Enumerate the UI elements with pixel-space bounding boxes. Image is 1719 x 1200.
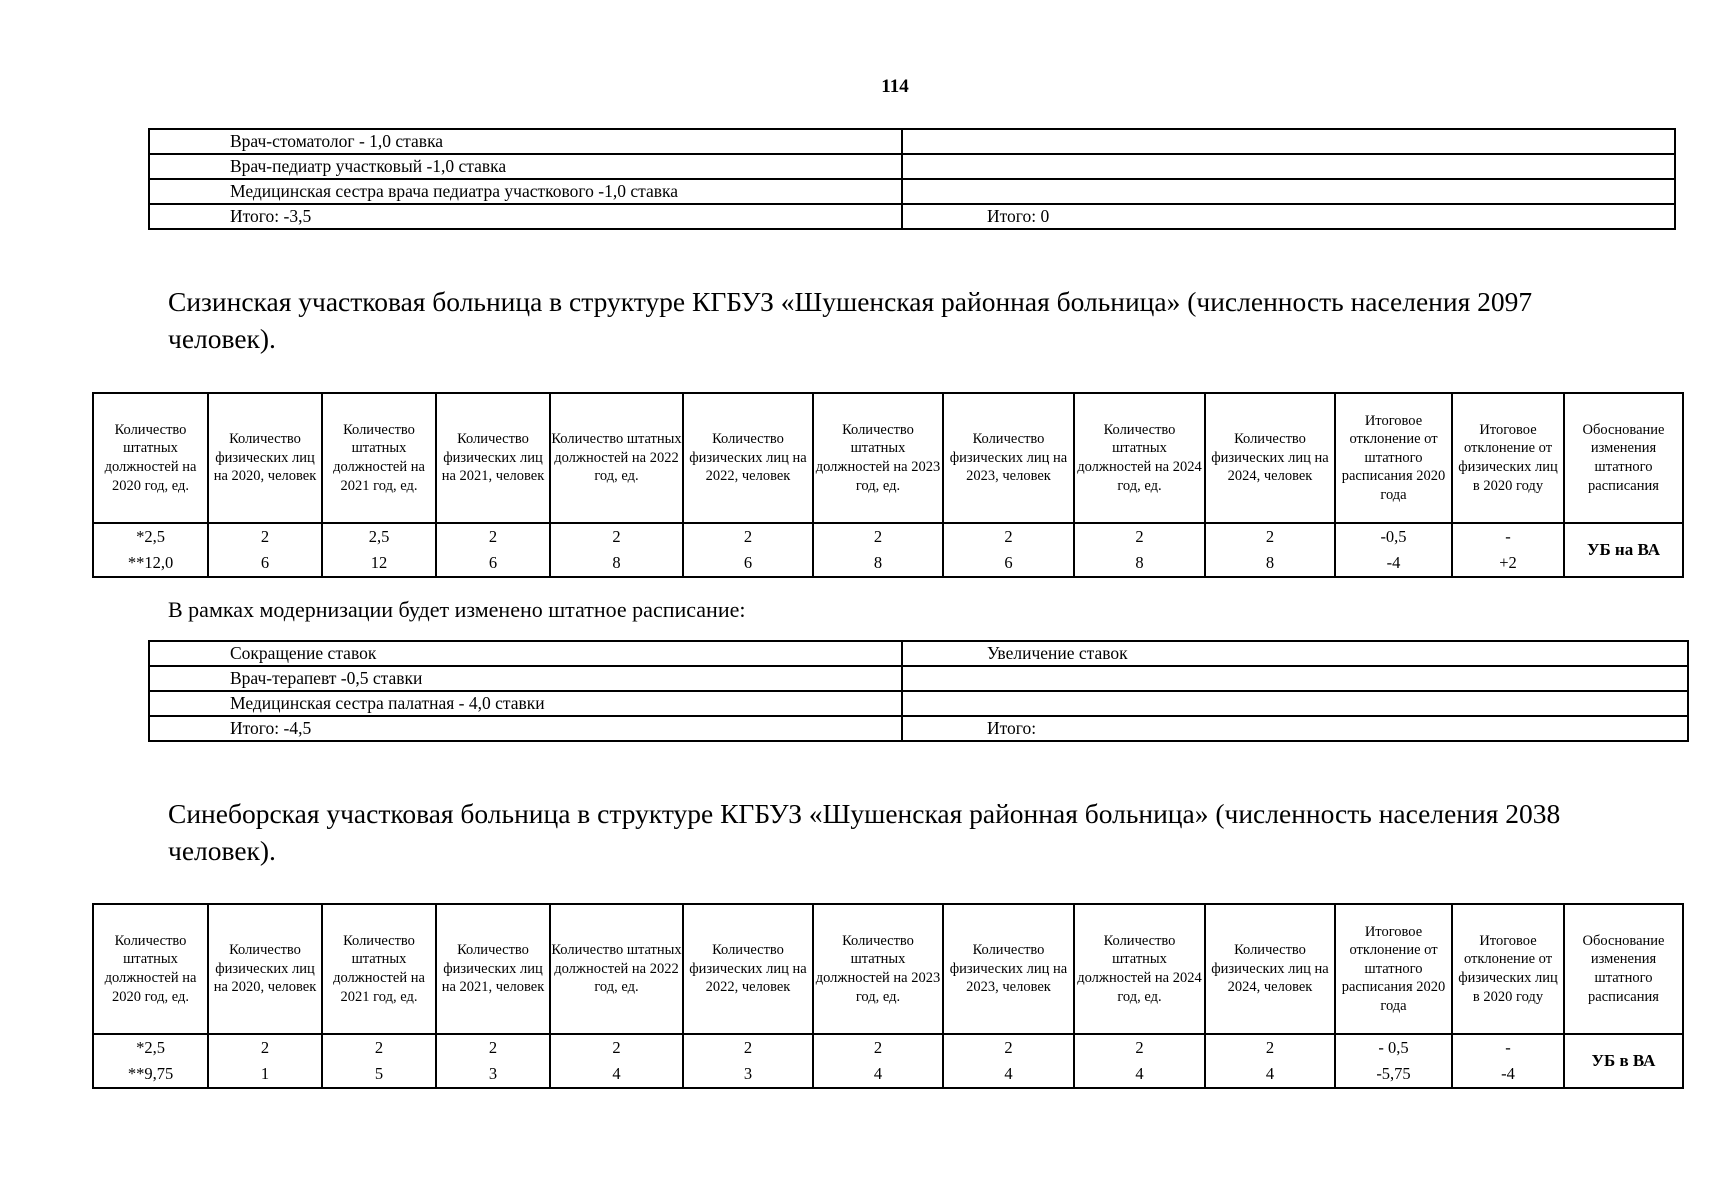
table-cell bbox=[322, 1034, 436, 1088]
cell-value-2: 6 bbox=[488, 553, 498, 572]
table-cell bbox=[1335, 523, 1452, 577]
staffing-data-table-sineborskaya bbox=[92, 903, 1684, 1089]
table-cell bbox=[208, 1034, 322, 1088]
cell-value-1: 2 bbox=[1265, 1038, 1275, 1057]
cell-value-1: 2 bbox=[488, 527, 498, 546]
cell-value-1: 2 bbox=[1265, 527, 1275, 546]
table-cell bbox=[1452, 523, 1564, 577]
cell-value-2: 6 bbox=[1004, 553, 1013, 572]
table-row bbox=[149, 691, 1688, 716]
table-cell bbox=[683, 1034, 813, 1088]
cell-value-1: 2 bbox=[1135, 527, 1144, 546]
cell-value-1: *2,5 bbox=[136, 527, 165, 546]
cell-value-1: 2,5 bbox=[368, 527, 390, 546]
cell-value-2: 1 bbox=[260, 1064, 270, 1083]
column-header: Количество штатных должностей на 2024 год, ед. bbox=[1074, 904, 1205, 1034]
section-heading-sineborskaya: Синеборская участковая больница в структуре КГБУЗ «Шушенская районная больница» (численность населения 2038 человек). bbox=[168, 798, 1561, 866]
table-row bbox=[149, 129, 1675, 154]
column-header: Количество физических лиц на 2022, человек bbox=[683, 904, 813, 1034]
table-cell bbox=[436, 1034, 550, 1088]
table-cell bbox=[902, 179, 1675, 204]
table-cell bbox=[322, 523, 436, 577]
table-cell bbox=[902, 154, 1675, 179]
staff-change-table-continued bbox=[148, 128, 1676, 230]
cell-value-2: -4 bbox=[1501, 1064, 1515, 1083]
cell-value-2: 3 bbox=[488, 1064, 498, 1083]
column-header: Количество штатных должностей на 2021 год, ед. bbox=[322, 904, 436, 1034]
column-header: Количество штатных должностей на 2023 год, ед. bbox=[813, 393, 943, 523]
column-header: Количество физических лиц на 2020, человек bbox=[208, 393, 322, 523]
table-row bbox=[149, 179, 1675, 204]
cell-value-2: 6 bbox=[260, 553, 270, 572]
table-cell: Врач-стоматолог - 1,0 ставка bbox=[149, 129, 902, 154]
table-cell bbox=[902, 129, 1675, 154]
column-header: Увеличение ставок bbox=[902, 641, 1688, 666]
cell-value-2: 4 bbox=[1265, 1064, 1275, 1083]
table-cell bbox=[813, 1034, 943, 1088]
table-cell bbox=[683, 523, 813, 577]
cell-value-1: -0,5 bbox=[1380, 527, 1407, 546]
cell-value-1: - bbox=[1505, 1038, 1511, 1057]
table-row bbox=[149, 204, 1675, 229]
cell-value-2: -5,75 bbox=[1376, 1064, 1411, 1083]
cell-value-1: 2 bbox=[1135, 1038, 1144, 1057]
table-row bbox=[149, 666, 1688, 691]
cell-value-1: - 0,5 bbox=[1378, 1038, 1409, 1057]
cell-value-1: - bbox=[1505, 527, 1511, 546]
table-cell bbox=[943, 1034, 1074, 1088]
column-header: Итоговое отклонение от физических лиц в 2020 году bbox=[1452, 904, 1564, 1034]
table-cell: Врач-педиатр участковый -1,0 ставка bbox=[149, 154, 902, 179]
staff-change-table bbox=[148, 640, 1689, 742]
table-cell bbox=[1452, 1034, 1564, 1088]
column-header: Обоснование изменения штатного расписания bbox=[1564, 904, 1683, 1034]
basis-cell: УБ на ВА bbox=[1564, 523, 1683, 577]
column-header: Количество физических лиц на 2023, человек bbox=[943, 393, 1074, 523]
column-header: Количество физических лиц на 2023, человек bbox=[943, 904, 1074, 1034]
cell-value-2: 8 bbox=[612, 553, 621, 572]
table-cell: Итого: 0 bbox=[902, 204, 1675, 229]
cell-value-2: 6 bbox=[743, 553, 753, 572]
cell-value-1: 2 bbox=[374, 1038, 384, 1057]
table-cell bbox=[550, 523, 683, 577]
cell-value-2: 4 bbox=[1004, 1064, 1013, 1083]
column-header: Количество штатных должностей на 2023 год, ед. bbox=[813, 904, 943, 1034]
cell-value-2: 4 bbox=[873, 1064, 883, 1083]
column-header: Количество штатных должностей на 2020 год, ед. bbox=[93, 393, 208, 523]
column-header: Обоснование изменения штатного расписания bbox=[1564, 393, 1683, 523]
table-cell: Итого: -3,5 bbox=[149, 204, 902, 229]
cell-value-1: 2 bbox=[873, 527, 883, 546]
table-cell bbox=[1205, 1034, 1335, 1088]
table-cell bbox=[208, 523, 322, 577]
column-header: Количество штатных должностей на 2020 год, ед. bbox=[93, 904, 208, 1034]
cell-value-1: 2 bbox=[743, 1038, 753, 1057]
column-header: Количество штатных должностей на 2022 год, ед. bbox=[550, 904, 683, 1034]
table-row bbox=[93, 523, 1683, 577]
cell-value-2: **12,0 bbox=[127, 553, 174, 572]
table-cell bbox=[902, 666, 1688, 691]
basis-cell: УБ в ВА bbox=[1564, 1034, 1683, 1088]
column-header: Количество физических лиц на 2020, человек bbox=[208, 904, 322, 1034]
cell-value-1: 2 bbox=[488, 1038, 498, 1057]
table-cell bbox=[902, 691, 1688, 716]
table-cell bbox=[550, 1034, 683, 1088]
cell-value-1: 2 bbox=[612, 1038, 621, 1057]
column-header: Итоговое отклонение от штатного расписания 2020 года bbox=[1335, 393, 1452, 523]
cell-value-1: 2 bbox=[1004, 1038, 1013, 1057]
column-header: Количество штатных должностей на 2021 год, ед. bbox=[322, 393, 436, 523]
table-cell bbox=[93, 523, 208, 577]
table-cell bbox=[93, 1034, 208, 1088]
cell-value-1: 2 bbox=[260, 527, 270, 546]
cell-value-2: +2 bbox=[1499, 553, 1517, 572]
column-header: Количество физических лиц на 2024, человек bbox=[1205, 393, 1335, 523]
cell-value-1: 2 bbox=[260, 1038, 270, 1057]
column-header: Количество штатных должностей на 2024 год, ед. bbox=[1074, 393, 1205, 523]
cell-value-1: 2 bbox=[743, 527, 753, 546]
table-header-row bbox=[93, 904, 1683, 1034]
table-cell: Врач-терапевт -0,5 ставки bbox=[149, 666, 902, 691]
column-header: Количество физических лиц на 2021, человек bbox=[436, 393, 550, 523]
table-cell bbox=[943, 523, 1074, 577]
table-row bbox=[93, 1034, 1683, 1088]
modernization-note: В рамках модернизации будет изменено штатное расписание: bbox=[168, 597, 746, 622]
table-cell bbox=[1205, 523, 1335, 577]
cell-value-2: 5 bbox=[374, 1064, 384, 1083]
table-cell bbox=[813, 523, 943, 577]
column-header: Итоговое отклонение от штатного расписания 2020 года bbox=[1335, 904, 1452, 1034]
cell-value-2: -4 bbox=[1386, 553, 1401, 572]
table-header-row bbox=[93, 393, 1683, 523]
table-cell: Итого: -4,5 bbox=[149, 716, 902, 741]
table-row bbox=[149, 154, 1675, 179]
cell-value-2: 12 bbox=[370, 553, 388, 572]
column-header: Количество физических лиц на 2021, человек bbox=[436, 904, 550, 1034]
table-cell bbox=[1074, 523, 1205, 577]
cell-value-1: 2 bbox=[612, 527, 621, 546]
table-cell bbox=[1335, 1034, 1452, 1088]
cell-value-1: 2 bbox=[1004, 527, 1013, 546]
cell-value-1: 2 bbox=[873, 1038, 883, 1057]
section-heading-sizinskaya: Сизинская участковая больница в структуре КГБУЗ «Шушенская районная больница» (численность населения 2097 человек). bbox=[168, 286, 1533, 354]
column-header: Количество физических лиц на 2022, человек bbox=[683, 393, 813, 523]
column-header: Количество штатных должностей на 2022 год, ед. bbox=[550, 393, 683, 523]
table-row bbox=[149, 716, 1688, 741]
table-header-row bbox=[149, 641, 1688, 666]
column-header: Количество физических лиц на 2024, человек bbox=[1205, 904, 1335, 1034]
table-cell: Итого: bbox=[902, 716, 1688, 741]
cell-value-2: **9,75 bbox=[127, 1064, 174, 1083]
cell-value-2: 4 bbox=[612, 1064, 621, 1083]
column-header: Сокращение ставок bbox=[149, 641, 902, 666]
cell-value-1: *2,5 bbox=[136, 1038, 165, 1057]
cell-value-2: 8 bbox=[873, 553, 883, 572]
table-cell bbox=[436, 523, 550, 577]
table-cell: Медицинская сестра врача педиатра участкового -1,0 ставка bbox=[149, 179, 902, 204]
table-cell bbox=[1074, 1034, 1205, 1088]
cell-value-2: 8 bbox=[1265, 553, 1275, 572]
cell-value-2: 4 bbox=[1135, 1064, 1144, 1083]
table-cell: Медицинская сестра палатная - 4,0 ставки bbox=[149, 691, 902, 716]
cell-value-2: 8 bbox=[1135, 553, 1144, 572]
staffing-data-table-sizinskaya bbox=[92, 392, 1684, 578]
page-number: 114 bbox=[881, 76, 909, 97]
column-header: Итоговое отклонение от физических лиц в 2020 году bbox=[1452, 393, 1564, 523]
cell-value-2: 3 bbox=[743, 1064, 753, 1083]
